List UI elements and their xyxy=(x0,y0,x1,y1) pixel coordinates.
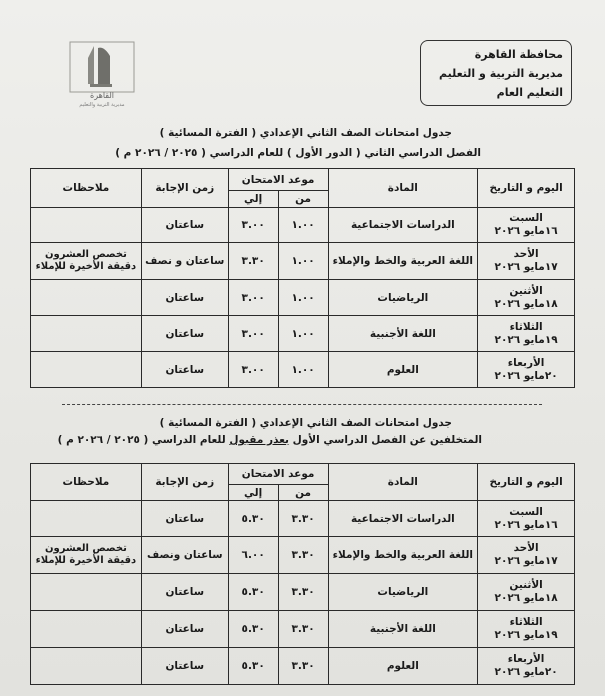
row-from: ١.٠٠ xyxy=(278,316,328,352)
table-row xyxy=(31,243,575,280)
subtitle-accepted-excuse: بعذر مقبول xyxy=(229,434,290,446)
row-day: السبت xyxy=(509,505,543,518)
row-subject: الدراسات الاجتماعية xyxy=(328,501,478,537)
header-duration: زمن الإجابة xyxy=(141,464,228,501)
row-duration: ساعتان xyxy=(141,316,228,352)
row-to: ٥.٣٠ xyxy=(228,501,278,537)
header-notes: ملاحظات xyxy=(31,169,142,208)
header-governorate: محافظة القاهرة xyxy=(474,48,563,61)
table-row xyxy=(31,352,575,388)
header-box xyxy=(420,40,572,106)
row-subject: اللغة الأجنبية xyxy=(328,611,478,648)
section2-subtitle xyxy=(58,433,482,448)
row-duration: ساعتان xyxy=(141,208,228,243)
row-date: ١٨مايو ٢٠٢٦ xyxy=(494,592,558,604)
row-from: ١.٠٠ xyxy=(278,208,328,243)
row-to: ٣.٣٠ xyxy=(228,243,278,280)
table-row xyxy=(31,648,575,685)
row-day: الأثنين xyxy=(509,284,543,297)
row-day: الأثنين xyxy=(509,579,543,591)
row-duration: ساعتان xyxy=(141,501,228,537)
row-from: ٣.٣٠ xyxy=(278,574,328,611)
row-from: ٣.٣٠ xyxy=(278,648,328,685)
row-subject: اللغة العربية والخط والإملاء xyxy=(328,537,478,574)
row-notes xyxy=(31,208,142,243)
table-row xyxy=(31,316,575,352)
row-subject: العلوم xyxy=(328,352,478,388)
row-from: ٣.٣٠ xyxy=(278,501,328,537)
row-from: ١.٠٠ xyxy=(278,243,328,280)
row-notes: تخصص العشرون دقيقة الأخيرة للإملاء xyxy=(31,243,142,280)
row-duration: ساعتان xyxy=(141,352,228,388)
row-date: ١٦مايو ٢٠٢٦ xyxy=(494,518,558,531)
row-notes xyxy=(31,611,142,648)
header-exam-time: موعد الامتحان xyxy=(228,169,328,191)
header-exam-time: موعد الامتحان xyxy=(228,464,328,485)
row-notes xyxy=(31,352,142,388)
row-duration: ساعتان و نصف xyxy=(141,243,228,280)
header-notes: ملاحظات xyxy=(31,464,142,501)
row-duration: ساعتان xyxy=(141,611,228,648)
header-to: إلي xyxy=(228,191,278,208)
header-day: اليوم و التاريخ xyxy=(478,464,575,501)
cairo-logo xyxy=(64,38,140,108)
row-to: ٥.٣٠ xyxy=(228,611,278,648)
row-subject: العلوم xyxy=(328,648,478,685)
row-to: ٣.٠٠ xyxy=(228,352,278,388)
section2-title: جدول امتحانات الصف الثاني الإعدادي ( الفترة المسائية ) xyxy=(159,417,452,429)
row-from: ١.٠٠ xyxy=(278,280,328,316)
row-notes xyxy=(31,574,142,611)
row-day: الأربعاء xyxy=(507,653,545,665)
row-notes xyxy=(31,280,142,316)
section1-title: جدول امتحانات الصف الثاني الإعدادي ( الفترة المسائية ) xyxy=(159,127,452,139)
row-day: الأربعاء xyxy=(507,356,545,369)
row-date: ١٩مايو ٢٠٢٦ xyxy=(494,629,558,641)
logo-main-text: القاهرة xyxy=(90,91,114,100)
row-to: ٥.٣٠ xyxy=(228,648,278,685)
header-from: من xyxy=(278,191,328,208)
row-notes xyxy=(31,648,142,685)
row-duration: ساعتان xyxy=(141,648,228,685)
header-from: من xyxy=(278,485,328,501)
row-day: الأحد xyxy=(513,542,539,554)
subtitle-part1: المتخلفين عن الفصل الدراسي الأول xyxy=(289,434,482,446)
row-date: ١٩مايو ٢٠٢٦ xyxy=(494,333,558,346)
table-row xyxy=(31,574,575,611)
row-subject: الرياضيات xyxy=(328,280,478,316)
table-row xyxy=(31,611,575,648)
row-day: السبت xyxy=(509,212,543,224)
header-department: التعليم العام xyxy=(496,86,563,99)
schedule-table-1 xyxy=(30,168,575,388)
row-subject: اللغة الأجنبية xyxy=(328,316,478,352)
row-notes: تخصص العشرون دقيقة الأخيرة للإملاء xyxy=(31,537,142,574)
row-day: الثلاثاء xyxy=(509,320,543,333)
row-from: ١.٠٠ xyxy=(278,352,328,388)
row-to: ٣.٠٠ xyxy=(228,316,278,352)
row-subject: اللغة العربية والخط والإملاء xyxy=(328,243,478,280)
table-row xyxy=(31,208,575,243)
row-to: ٦.٠٠ xyxy=(228,537,278,574)
header-to: إلي xyxy=(228,485,278,501)
logo-emblem-icon xyxy=(64,38,140,108)
row-date: ٢٠مايو ٢٠٢٦ xyxy=(494,369,558,382)
header-subject: المادة xyxy=(328,169,478,208)
row-date: ١٦مايو ٢٠٢٦ xyxy=(494,225,558,237)
row-to: ٣.٠٠ xyxy=(228,208,278,243)
row-date: ١٧مايو ٢٠٢٦ xyxy=(494,261,558,273)
row-date: ١٨مايو ٢٠٢٦ xyxy=(494,297,558,310)
header-day: اليوم و التاريخ xyxy=(478,169,575,208)
header-subject: المادة xyxy=(328,464,478,501)
row-day: الأحد xyxy=(513,248,539,260)
section-divider xyxy=(62,404,542,405)
table-row xyxy=(31,280,575,316)
row-day: الثلاثاء xyxy=(509,616,543,628)
row-subject: الدراسات الاجتماعية xyxy=(328,208,478,243)
table-row xyxy=(31,501,575,537)
schedule-table-2 xyxy=(30,463,575,685)
row-duration: ساعتان xyxy=(141,280,228,316)
row-date: ١٧مايو ٢٠٢٦ xyxy=(494,555,558,567)
table-row xyxy=(31,537,575,574)
header-directorate: مديرية التربية و التعليم xyxy=(439,67,563,80)
row-date: ٢٠مايو ٢٠٢٦ xyxy=(494,666,558,678)
subtitle-part2: للعام الدراسي ( ٢٠٢٥ / ٢٠٢٦ م ) xyxy=(57,434,230,446)
row-duration: ساعتان ونصف xyxy=(141,537,228,574)
row-from: ٣.٣٠ xyxy=(278,537,328,574)
row-to: ٣.٠٠ xyxy=(228,280,278,316)
row-subject: الرياضيات xyxy=(328,574,478,611)
row-notes xyxy=(31,501,142,537)
row-to: ٥.٣٠ xyxy=(228,574,278,611)
row-duration: ساعتان xyxy=(141,574,228,611)
row-notes xyxy=(31,316,142,352)
logo-sub-text: مديرية التربية والتعليم xyxy=(79,102,125,108)
row-from: ٣.٣٠ xyxy=(278,611,328,648)
section1-subtitle: الفصل الدراسي الثاني ( الدور الأول ) للعام الدراسي ( ٢٠٢٥ / ٢٠٢٦ م ) xyxy=(115,147,481,159)
header-duration: زمن الإجابة xyxy=(141,169,228,208)
